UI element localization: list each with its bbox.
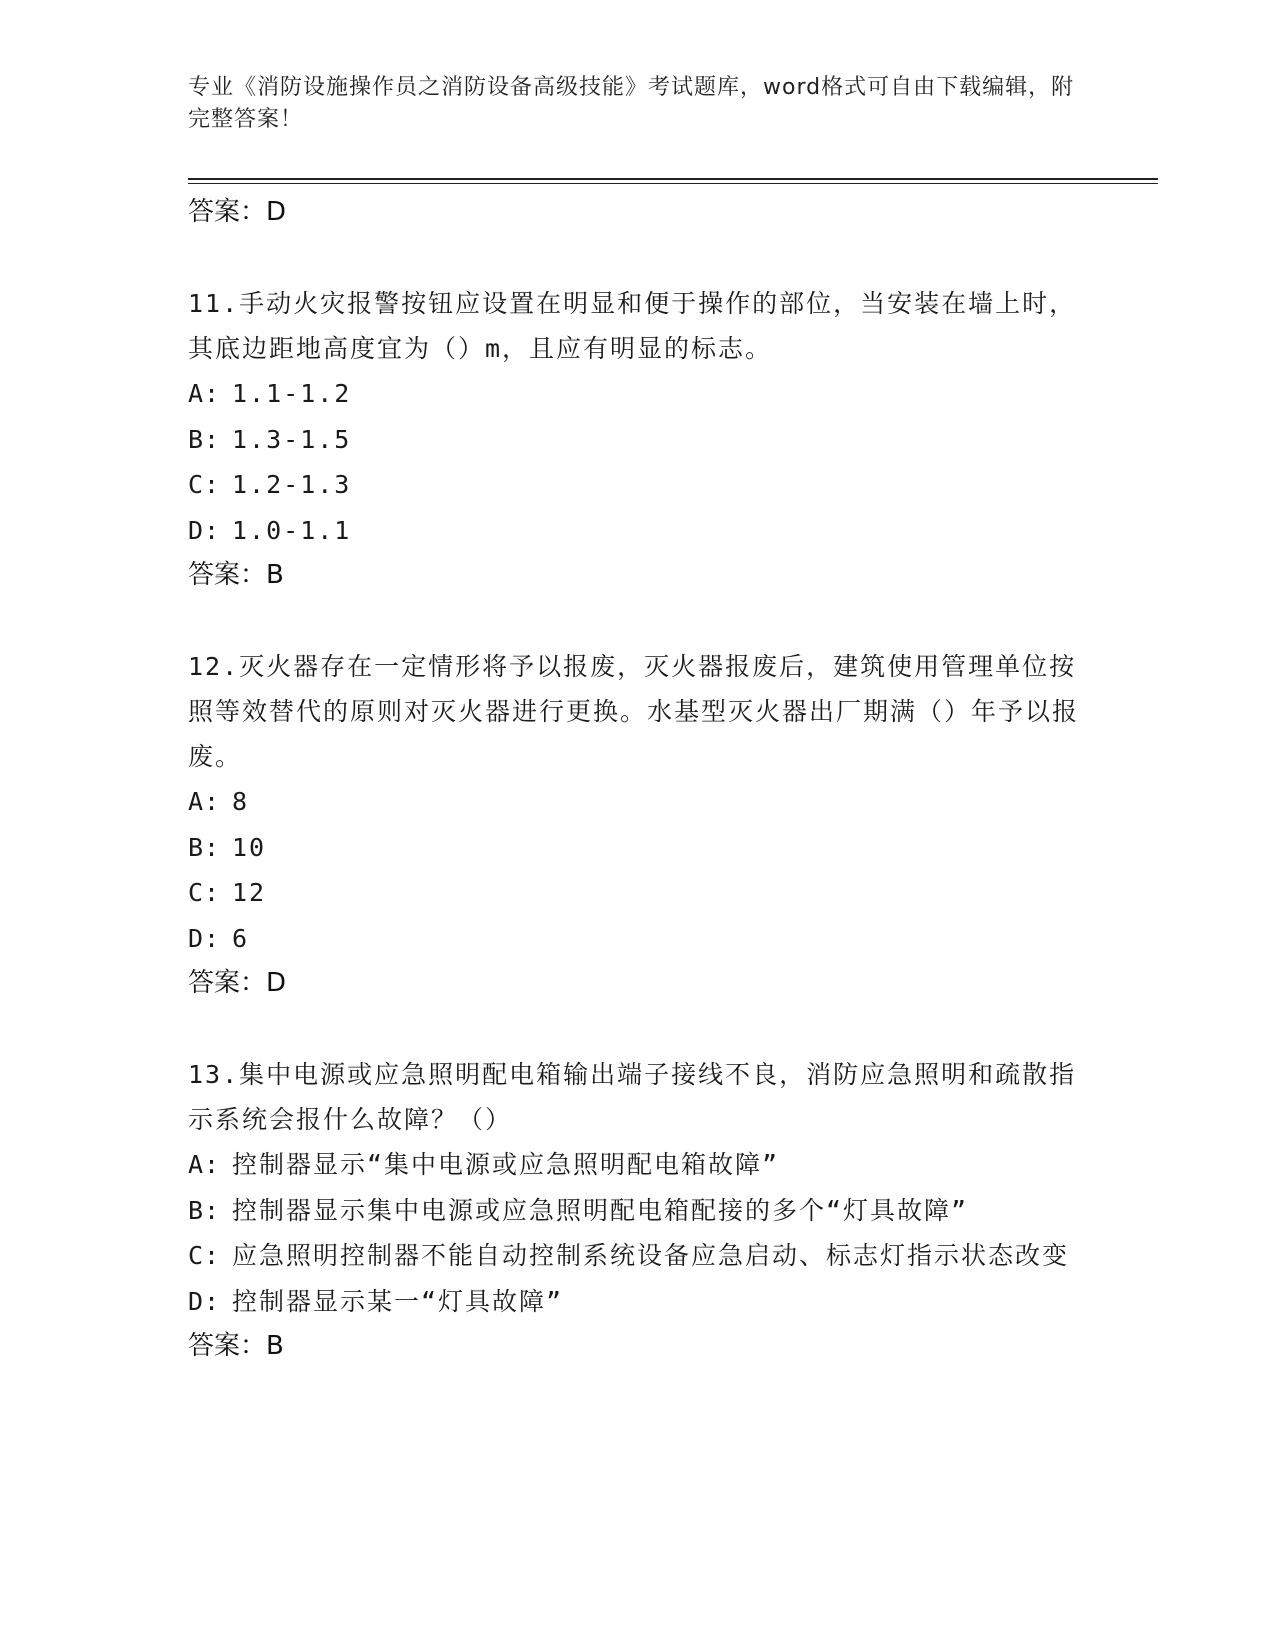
answer-label: 答案：B <box>188 560 284 590</box>
option-key: B: <box>188 424 221 454</box>
option-b <box>188 417 1088 463</box>
question-12 <box>188 644 1088 1005</box>
page-header: 专业《消防设施操作员之消防设备高级技能》考试题库，word格式可自由下载编辑，附完整答案！ <box>188 75 1075 132</box>
option-text: 应急照明控制器不能自动控制系统设备应急启动、标志灯指示状态改变 <box>232 1241 1070 1270</box>
option-key: D: <box>188 923 221 953</box>
option-key: C: <box>188 470 221 499</box>
option-text: 6 <box>232 923 250 953</box>
question-11 <box>188 281 1088 597</box>
option-key: B: <box>188 832 221 862</box>
option-text: 10 <box>232 832 267 862</box>
answer-label: 答案：D <box>188 968 287 998</box>
option-text: 8 <box>232 787 250 816</box>
option-b <box>188 825 1088 871</box>
option-d <box>188 916 1088 962</box>
question-stem: 11.手动火灾报警按钮应设置在明显和便于操作的部位，当安装在墙上时，其底边距地高度宜为（）m，且应有明显的标志。 <box>188 289 1077 363</box>
option-d <box>188 1279 1088 1325</box>
header-divider-thin <box>188 183 1158 184</box>
option-text: 12 <box>232 878 267 907</box>
option-text: 1.0-1.1 <box>232 515 352 545</box>
option-a <box>188 1142 1088 1188</box>
document-body <box>188 190 1088 1368</box>
option-key: C: <box>188 878 221 907</box>
header-divider <box>188 178 1158 180</box>
option-text: 1.3-1.5 <box>232 424 352 454</box>
option-d <box>188 508 1088 554</box>
option-a <box>188 371 1088 417</box>
option-text: 控制器显示“集中电源或应急照明配电箱故障” <box>232 1150 780 1179</box>
option-text: 控制器显示某一“灯具故障” <box>232 1286 564 1316</box>
option-text: 1.2-1.3 <box>232 470 352 499</box>
option-c <box>188 1233 1088 1279</box>
option-text: 控制器显示集中电源或应急照明配电箱配接的多个“灯具故障” <box>232 1195 969 1225</box>
option-key: A: <box>188 1150 221 1179</box>
option-key: A: <box>188 787 221 816</box>
option-key: A: <box>188 379 221 408</box>
option-c <box>188 462 1088 508</box>
question-stem: 13.集中电源或应急照明配电箱输出端子接线不良，消防应急照明和疏散指示系统会报什么故障？（） <box>188 1060 1077 1134</box>
answer-label: 答案：D <box>188 197 287 227</box>
option-key: B: <box>188 1195 221 1225</box>
option-text: 1.1-1.2 <box>232 379 352 408</box>
option-key: D: <box>188 1286 221 1316</box>
option-key: C: <box>188 1241 221 1270</box>
option-a <box>188 779 1088 825</box>
question-13 <box>188 1052 1088 1368</box>
option-b <box>188 1188 1088 1234</box>
option-c <box>188 870 1088 916</box>
answer-label: 答案：B <box>188 1331 284 1361</box>
option-key: D: <box>188 515 221 545</box>
question-stem: 12.灭火器存在一定情形将予以报废，灭火器报废后，建筑使用管理单位按照等效替代的原则对灭火器进行更换。水基型灭火器出厂期满（）年予以报废。 <box>188 652 1080 771</box>
